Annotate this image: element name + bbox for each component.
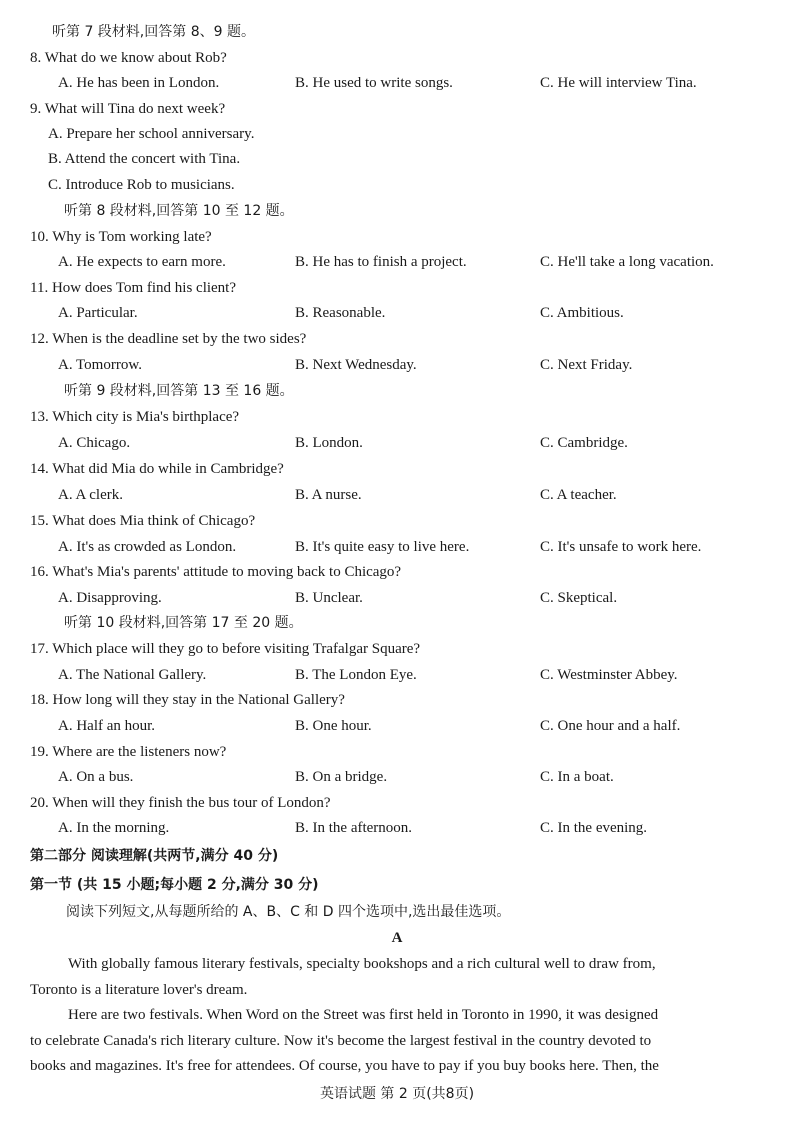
question-17: 17. Which place will they go to before visiting Trafalgar Square? [30,641,421,657]
q9-option-b: B. Attend the concert with Tina. [48,151,241,167]
question-20: 20. When will they finish the bus tour of London? [30,795,331,811]
section-instruction: 听第 10 段材料,回答第 17 至 20 题。 [64,615,303,631]
section-instruction: 听第 8 段材料,回答第 10 至 12 题。 [64,203,294,219]
q11-option-b: B. Reasonable. [295,305,386,321]
section-instruction: 听第 7 段材料,回答第 8、9 题。 [52,24,255,40]
q17-option-c: C. Westminster Abbey. [540,667,678,683]
paragraph-line: to celebrate Canada's rich literary culture. Now it's become the largest festival in the country devoted to [30,1032,652,1049]
q8-option-a: A. He has been in London. [58,75,220,91]
question-11: 11. How does Tom find his client? [30,280,237,296]
question-9: 9. What will Tina do next week? [30,101,226,117]
q18-option-b: B. One hour. [295,718,372,734]
q12-option-c: C. Next Friday. [540,357,633,373]
q9-option-c: C. Introduce Rob to musicians. [48,177,235,193]
q16-option-b: B. Unclear. [295,590,363,606]
paragraph-line: Here are two festivals. When Word on the Street was first held in Toronto in 1990, it was designed [68,1007,659,1023]
q17-option-b: B. The London Eye. [295,667,417,683]
section1-heading: 第一节 (共 15 小题;每小题 2 分,满分 30 分) [30,877,319,893]
question-15: 15. What does Mia think of Chicago? [30,513,256,529]
q18-option-c: C. One hour and a half. [540,718,681,734]
q16-option-a: A. Disapproving. [58,590,162,606]
q19-option-b: B. On a bridge. [295,769,388,785]
q13-option-b: B. London. [295,435,363,451]
passage-paragraph-2 [30,1003,770,1080]
q16-option-c: C. Skeptical. [540,590,618,606]
q20-option-b: B. In the afternoon. [295,820,413,836]
q8-option-c: C. He will interview Tina. [540,75,697,91]
q13-option-a: A. Chicago. [58,435,131,451]
q20-option-c: C. In the evening. [540,820,648,836]
q10-option-c: C. He'll take a long vacation. [540,254,714,270]
page-footer: 英语试题 第 2 页(共8页) [319,1086,475,1102]
q13-option-c: C. Cambridge. [540,435,628,451]
passage-paragraph-1 [30,952,770,1003]
question-10: 10. Why is Tom working late? [30,229,212,245]
q12-option-a: A. Tomorrow. [58,357,142,373]
q14-option-c: C. A teacher. [540,487,617,503]
paragraph-line: With globally famous literary festivals, specialty bookshops and a rich cultural well to draw from, [68,956,656,972]
question-8: 8. What do we know about Rob? [30,50,227,66]
part2-heading: 第二部分 阅读理解(共两节,满分 40 分) [30,848,279,864]
q11-option-c: C. Ambitious. [540,305,624,321]
q18-option-a: A. Half an hour. [58,718,156,734]
passage-label: A [391,930,403,946]
reading-directions: 阅读下列短文,从每题所给的 A、B、C 和 D 四个选项中,选出最佳选项。 [66,904,511,920]
paragraph-line: Toronto is a literature lover's dream. [30,981,248,998]
q12-option-b: B. Next Wednesday. [295,357,417,373]
question-18: 18. How long will they stay in the National Gallery? [30,692,345,708]
q19-option-c: C. In a boat. [540,769,614,785]
question-19: 19. Where are the listeners now? [30,744,227,760]
q10-option-b: B. He has to finish a project. [295,254,467,270]
question-13: 13. Which city is Mia's birthplace? [30,409,240,425]
q15-option-a: A. It's as crowded as London. [58,539,237,555]
q20-option-a: A. In the morning. [58,820,170,836]
paragraph-line: books and magazines. It's free for attendees. Of course, you have to pay if you buy books here. Then, the [30,1058,659,1074]
q15-option-c: C. It's unsafe to work here. [540,539,702,555]
q14-option-b: B. A nurse. [295,487,362,503]
q8-option-b: B. He used to write songs. [295,75,453,91]
question-16: 16. What's Mia's parents' attitude to moving back to Chicago? [30,564,402,580]
q9-option-a: A. Prepare her school anniversary. [48,126,255,142]
question-12: 12. When is the deadline set by the two sides? [30,331,307,347]
question-14: 14. What did Mia do while in Cambridge? [30,461,284,477]
section-instruction: 听第 9 段材料,回答第 13 至 16 题。 [64,383,294,399]
q17-option-a: A. The National Gallery. [58,667,207,683]
q10-option-a: A. He expects to earn more. [58,254,226,270]
q11-option-a: A. Particular. [58,305,138,321]
q19-option-a: A. On a bus. [58,769,134,785]
q15-option-b: B. It's quite easy to live here. [295,539,470,555]
q14-option-a: A. A clerk. [58,487,123,503]
